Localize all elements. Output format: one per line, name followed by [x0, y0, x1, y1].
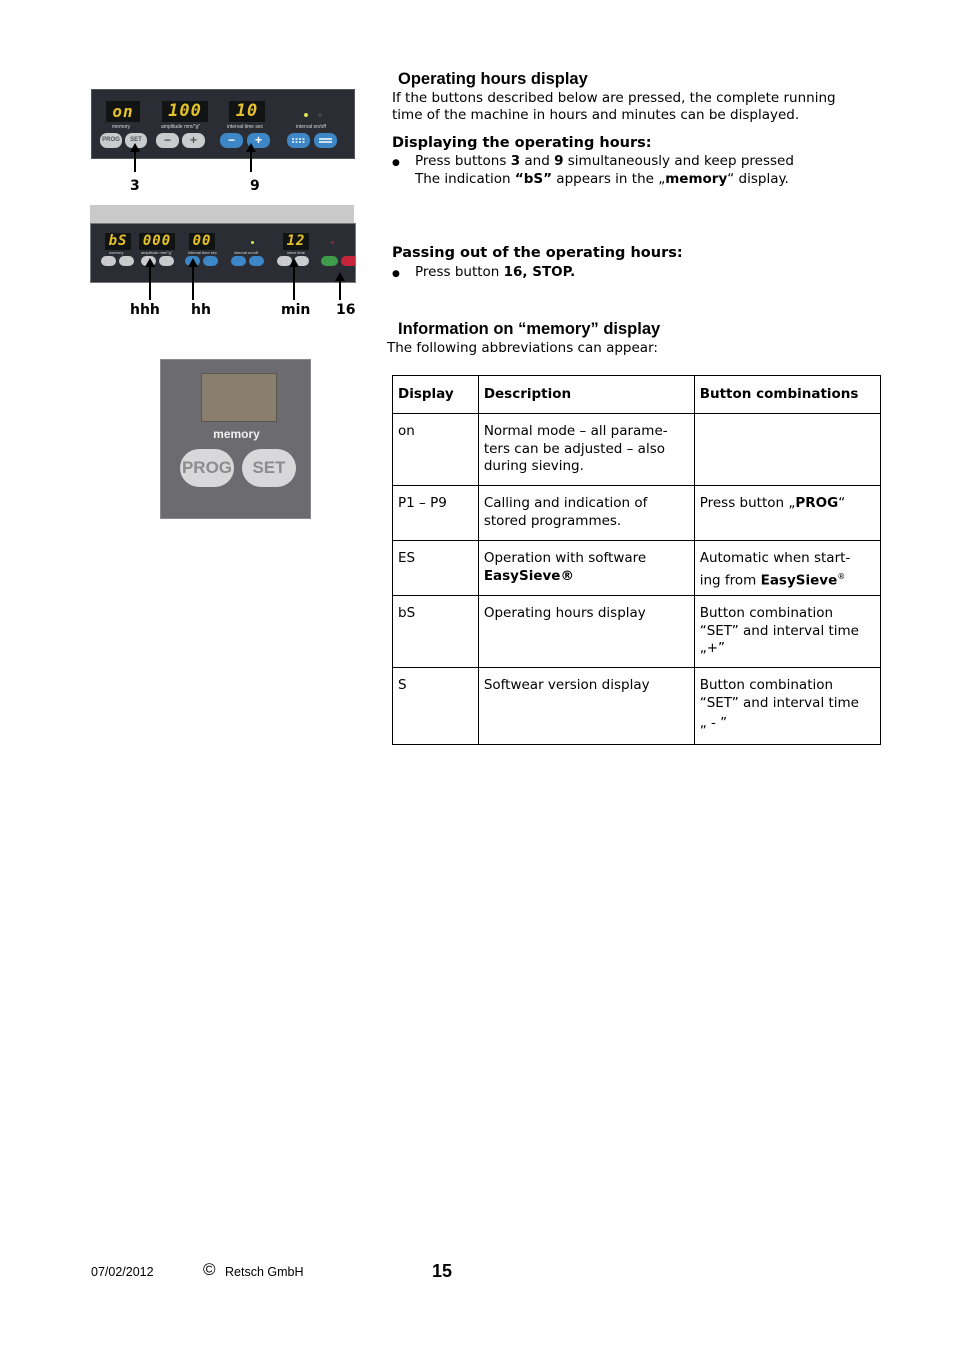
registered-mark: ®	[837, 571, 846, 581]
step-text: “ display.	[727, 171, 789, 187]
interval-time-lcd: 10	[229, 101, 265, 122]
cell-line: „ - ”	[699, 715, 728, 731]
callout-line	[192, 265, 194, 300]
prog-button[interactable]: PROG	[100, 133, 122, 148]
status-led-icon	[331, 241, 334, 244]
table-cell-display	[393, 486, 479, 541]
callout-16: 16	[336, 302, 356, 318]
interval-led-icon	[318, 113, 322, 117]
hours-hhh-lcd: 000	[139, 233, 175, 250]
table-row	[393, 414, 881, 486]
table-row	[393, 596, 881, 668]
callout-9: 9	[250, 178, 260, 194]
memory-label: memory	[109, 250, 124, 255]
table-cell-display	[393, 668, 479, 745]
operating-hours-title: Operating hours display	[398, 70, 588, 88]
cell-text	[700, 486, 875, 513]
minutes-lcd: 12	[283, 233, 309, 250]
bullet-icon: ●	[392, 269, 400, 279]
cell-line: Button combination	[699, 605, 834, 621]
table-cell-display	[393, 596, 479, 668]
callout-hh: hh	[191, 302, 211, 318]
table-row	[393, 668, 881, 745]
amplitude-lcd: 100	[162, 101, 208, 122]
interval-onoff-label: interval on/off	[296, 124, 326, 130]
abbreviations-table	[392, 375, 881, 745]
interval-minus-button[interactable]: −	[220, 133, 243, 148]
callout-line	[293, 265, 295, 300]
button-number: 16, STOP.	[503, 264, 576, 280]
passing-out-title: Passing out of the operating hours:	[392, 245, 683, 261]
table-cell-description	[478, 486, 694, 541]
callout-line	[134, 150, 136, 172]
callout-hhh: hhh	[130, 302, 160, 318]
software-name: EasySieve	[760, 572, 838, 588]
amplitude-minus-button[interactable]: −	[156, 133, 179, 148]
step-text: The indication	[415, 171, 515, 187]
interval-plus-button[interactable]: +	[247, 133, 270, 148]
memory-label: memory	[213, 427, 260, 441]
interval-plus-button[interactable]	[203, 256, 218, 266]
memory-info-title: Information on “memory” display	[398, 320, 661, 338]
interval-time-label: interval time sec	[188, 250, 217, 255]
cell-line: Operation with software	[483, 550, 647, 566]
cell-text	[700, 596, 875, 658]
amplitude-plus-button[interactable]: +	[182, 133, 205, 148]
step-text: Press buttons	[415, 153, 511, 169]
memory-info-text: The following abbreviations can appear:	[387, 340, 658, 356]
bullet-icon: ●	[392, 158, 400, 168]
callout-line	[250, 150, 252, 172]
cell-text: ES	[398, 550, 416, 566]
prog-button[interactable]	[101, 256, 116, 266]
button-name: PROG	[795, 495, 839, 511]
page-number: 15	[432, 1261, 453, 1281]
software-name: EasySieve®	[483, 567, 574, 584]
table-header-button-combinations: Button combinations	[694, 376, 880, 414]
cell-text	[484, 486, 689, 530]
cell-line: stored programmes.	[483, 512, 622, 529]
cell-line: Normal mode – all parame-	[483, 423, 668, 439]
cell-text	[700, 668, 875, 734]
table-cell-description	[478, 541, 694, 596]
cell-line: Button combination	[699, 677, 834, 693]
operating-hours-text-line-1: If the buttons described below are pressed, the complete running	[392, 90, 836, 106]
table-cell-display	[393, 414, 479, 486]
footer-company: Retsch GmbH	[225, 1265, 304, 1279]
passing-out-step-1	[415, 264, 575, 282]
display-name: memory	[665, 171, 728, 187]
step-text: and	[520, 153, 555, 169]
button-number: 9	[554, 153, 564, 169]
footer-date: 07/02/2012	[91, 1265, 154, 1279]
table-cell-display	[393, 541, 479, 596]
step-text: Press button	[415, 264, 504, 280]
table-header-description: Description	[478, 376, 694, 414]
callout-line	[339, 279, 341, 300]
table-row	[393, 486, 881, 541]
interval-led-icon	[251, 241, 254, 244]
step-text: simultaneously and keep pressed	[563, 153, 794, 169]
cell-text: on	[398, 423, 415, 439]
amplitude-plus-button[interactable]	[159, 256, 174, 266]
hours-hh-lcd: 00	[189, 233, 215, 250]
table-cell-buttons	[694, 596, 880, 668]
callout-3: 3	[130, 178, 140, 194]
interval-dashed-icon[interactable]	[231, 256, 246, 266]
start-button[interactable]	[321, 256, 338, 266]
memory-lcd: on	[106, 101, 140, 122]
cell-text: Operating hours display	[483, 605, 646, 621]
interval-continuous-icon[interactable]	[249, 256, 264, 266]
copyright-icon: ©	[203, 1260, 216, 1279]
table-cell-buttons	[694, 541, 880, 596]
table-cell-buttons	[694, 414, 880, 486]
operating-hours-text-line-2: time of the machine in hours and minutes can be displayed.	[392, 107, 800, 123]
cell-line: “	[838, 495, 846, 511]
amplitude-label: amplitude mm/"g"	[161, 124, 201, 130]
callout-line	[149, 265, 151, 300]
callout-min: min	[281, 302, 311, 318]
displaying-hours-title: Displaying the operating hours:	[392, 135, 652, 151]
table-header-row	[393, 376, 881, 414]
table-cell-buttons	[694, 486, 880, 541]
table-header-display: Display	[393, 376, 479, 414]
table-cell-description	[478, 596, 694, 668]
cell-line: ters can be adjusted – also	[483, 440, 665, 457]
memory-label: memory	[112, 124, 131, 130]
cell-text	[484, 414, 689, 476]
interval-dashed-icon[interactable]	[287, 133, 310, 148]
interval-onoff-label: interval on/off	[234, 250, 258, 255]
stop-button[interactable]	[341, 256, 356, 266]
cell-line: Calling and indication of	[483, 495, 648, 511]
table-row	[393, 541, 881, 596]
displaying-hours-step-1	[415, 153, 794, 171]
cell-line: during sieving.	[483, 458, 584, 474]
cell-text: bS	[398, 605, 416, 621]
cell-line: Automatic when start-	[699, 550, 851, 566]
set-button[interactable]: SET	[125, 133, 147, 148]
step-text: appears in the „	[552, 171, 666, 187]
table-cell-description	[478, 668, 694, 745]
sieve-time-label: sieve time	[287, 250, 306, 255]
set-button[interactable]: SET	[242, 449, 296, 487]
cell-text	[484, 541, 689, 585]
table-cell-description	[478, 414, 694, 486]
cell-text: Softwear version display	[483, 677, 650, 693]
cell-text: S	[398, 677, 407, 693]
memory-lcd-window	[201, 373, 277, 422]
displaying-hours-step-2	[415, 171, 789, 189]
interval-time-label: interval time sec	[227, 124, 264, 130]
prog-button[interactable]: PROG	[180, 449, 234, 487]
cell-text	[700, 541, 875, 590]
interval-continuous-icon[interactable]	[314, 133, 337, 148]
interval-led-icon	[304, 113, 308, 117]
cell-line: ing from	[699, 572, 761, 588]
button-number: 3	[510, 153, 521, 169]
memory-lcd: bS	[105, 233, 131, 250]
cell-text: P1 – P9	[398, 495, 447, 511]
cell-line: “SET” and interval time	[699, 622, 859, 639]
amplitude-label: amplitude mm/"g"	[141, 250, 173, 255]
control-panel-photo-2	[90, 223, 356, 283]
cell-line: “SET” and interval time	[699, 694, 859, 711]
set-button[interactable]	[119, 256, 134, 266]
indication-code: “bS”	[514, 171, 553, 187]
table-cell-buttons	[694, 668, 880, 745]
cell-line: Press button „	[699, 495, 796, 511]
memory-display-photo	[160, 359, 311, 519]
cell-line: „+”	[699, 640, 726, 656]
